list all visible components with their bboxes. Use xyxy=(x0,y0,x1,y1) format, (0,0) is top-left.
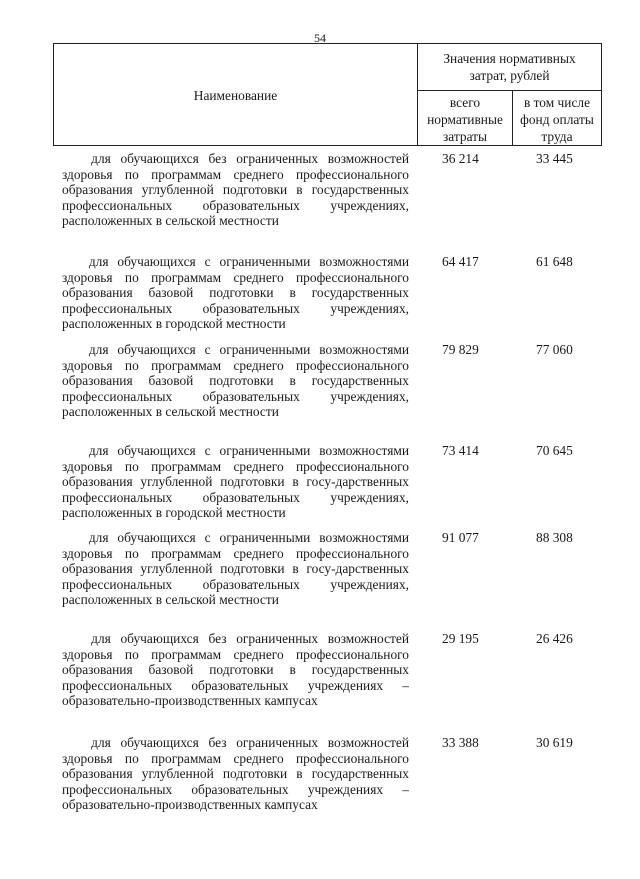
row-total: 36 214 xyxy=(442,151,479,166)
row-description: для обучающихся с ограниченными возможностями здоровья по программам среднего профессионального образования углубленной подготовки в госу-дарственных профессиональных образовательных учреждениях, расположенных в сельской местности xyxy=(62,530,409,608)
row-description: для обучающихся с ограниченными возможностями здоровья по программам среднего профессионального образования базовой подготовки в государственных профессиональных образовательных учреждениях, расположенных в сельской местности xyxy=(62,342,409,420)
row-description: для обучающихся с ограниченными возможностями здоровья по программам среднего профессионального образования углубленной подготовки в госу-дарственных профессиональных образовательных учреждениях, расположенных в городской местности xyxy=(62,443,409,521)
row-total: 73 414 xyxy=(442,443,479,458)
row-fund: 77 060 xyxy=(536,342,573,357)
row-total: 79 829 xyxy=(442,342,479,357)
table-header xyxy=(53,43,602,146)
row-description: для обучающихся без ограниченных возможностей здоровья по программам среднего профессионального образования углубленной подготовки в государственных профессиональных образовательных учреждениях – образовательно-производственных кампусах xyxy=(62,735,409,813)
row-fund: 33 445 xyxy=(536,151,573,166)
page-number: 54 xyxy=(314,31,326,45)
row-total: 64 417 xyxy=(442,254,479,269)
row-fund: 61 648 xyxy=(536,254,573,269)
row-total: 33 388 xyxy=(442,735,479,750)
header-total: всего нормативные затраты xyxy=(427,95,503,144)
row-description: для обучающихся без ограниченных возможностей здоровья по программам среднего профессионального образования базовой подготовки в государственных профессиональных образовательных учреждениях – образовательно-производственных кампусах xyxy=(62,631,409,709)
row-description: для обучающихся с ограниченными возможностями здоровья по программам среднего профессионального образования базовой подготовки в государственных профессиональных образовательных учреждениях, расположенных в городской местности xyxy=(62,254,409,332)
header-group: Значения нормативных затрат, рублей xyxy=(443,51,576,83)
table-row xyxy=(62,735,612,813)
row-fund: 30 619 xyxy=(536,735,573,750)
row-total: 91 077 xyxy=(442,530,479,545)
row-total: 29 195 xyxy=(442,631,479,646)
header-fund: в том числе фонд оплаты труда xyxy=(520,95,594,144)
table-row xyxy=(62,443,612,521)
table-row xyxy=(62,151,612,229)
table-row xyxy=(62,254,612,332)
table-row xyxy=(62,342,612,420)
row-description: для обучающихся без ограниченных возможностей здоровья по программам среднего профессионального образования углубленной подготовки в государственных профессиональных образовательных учреждениях, расположенных в сельской местности xyxy=(62,151,409,229)
header-name: Наименование xyxy=(193,88,278,103)
row-fund: 26 426 xyxy=(536,631,573,646)
table-row xyxy=(62,631,612,709)
header-divider xyxy=(417,90,601,91)
row-fund: 70 645 xyxy=(536,443,573,458)
table-row xyxy=(62,530,612,608)
row-fund: 88 308 xyxy=(536,530,573,545)
